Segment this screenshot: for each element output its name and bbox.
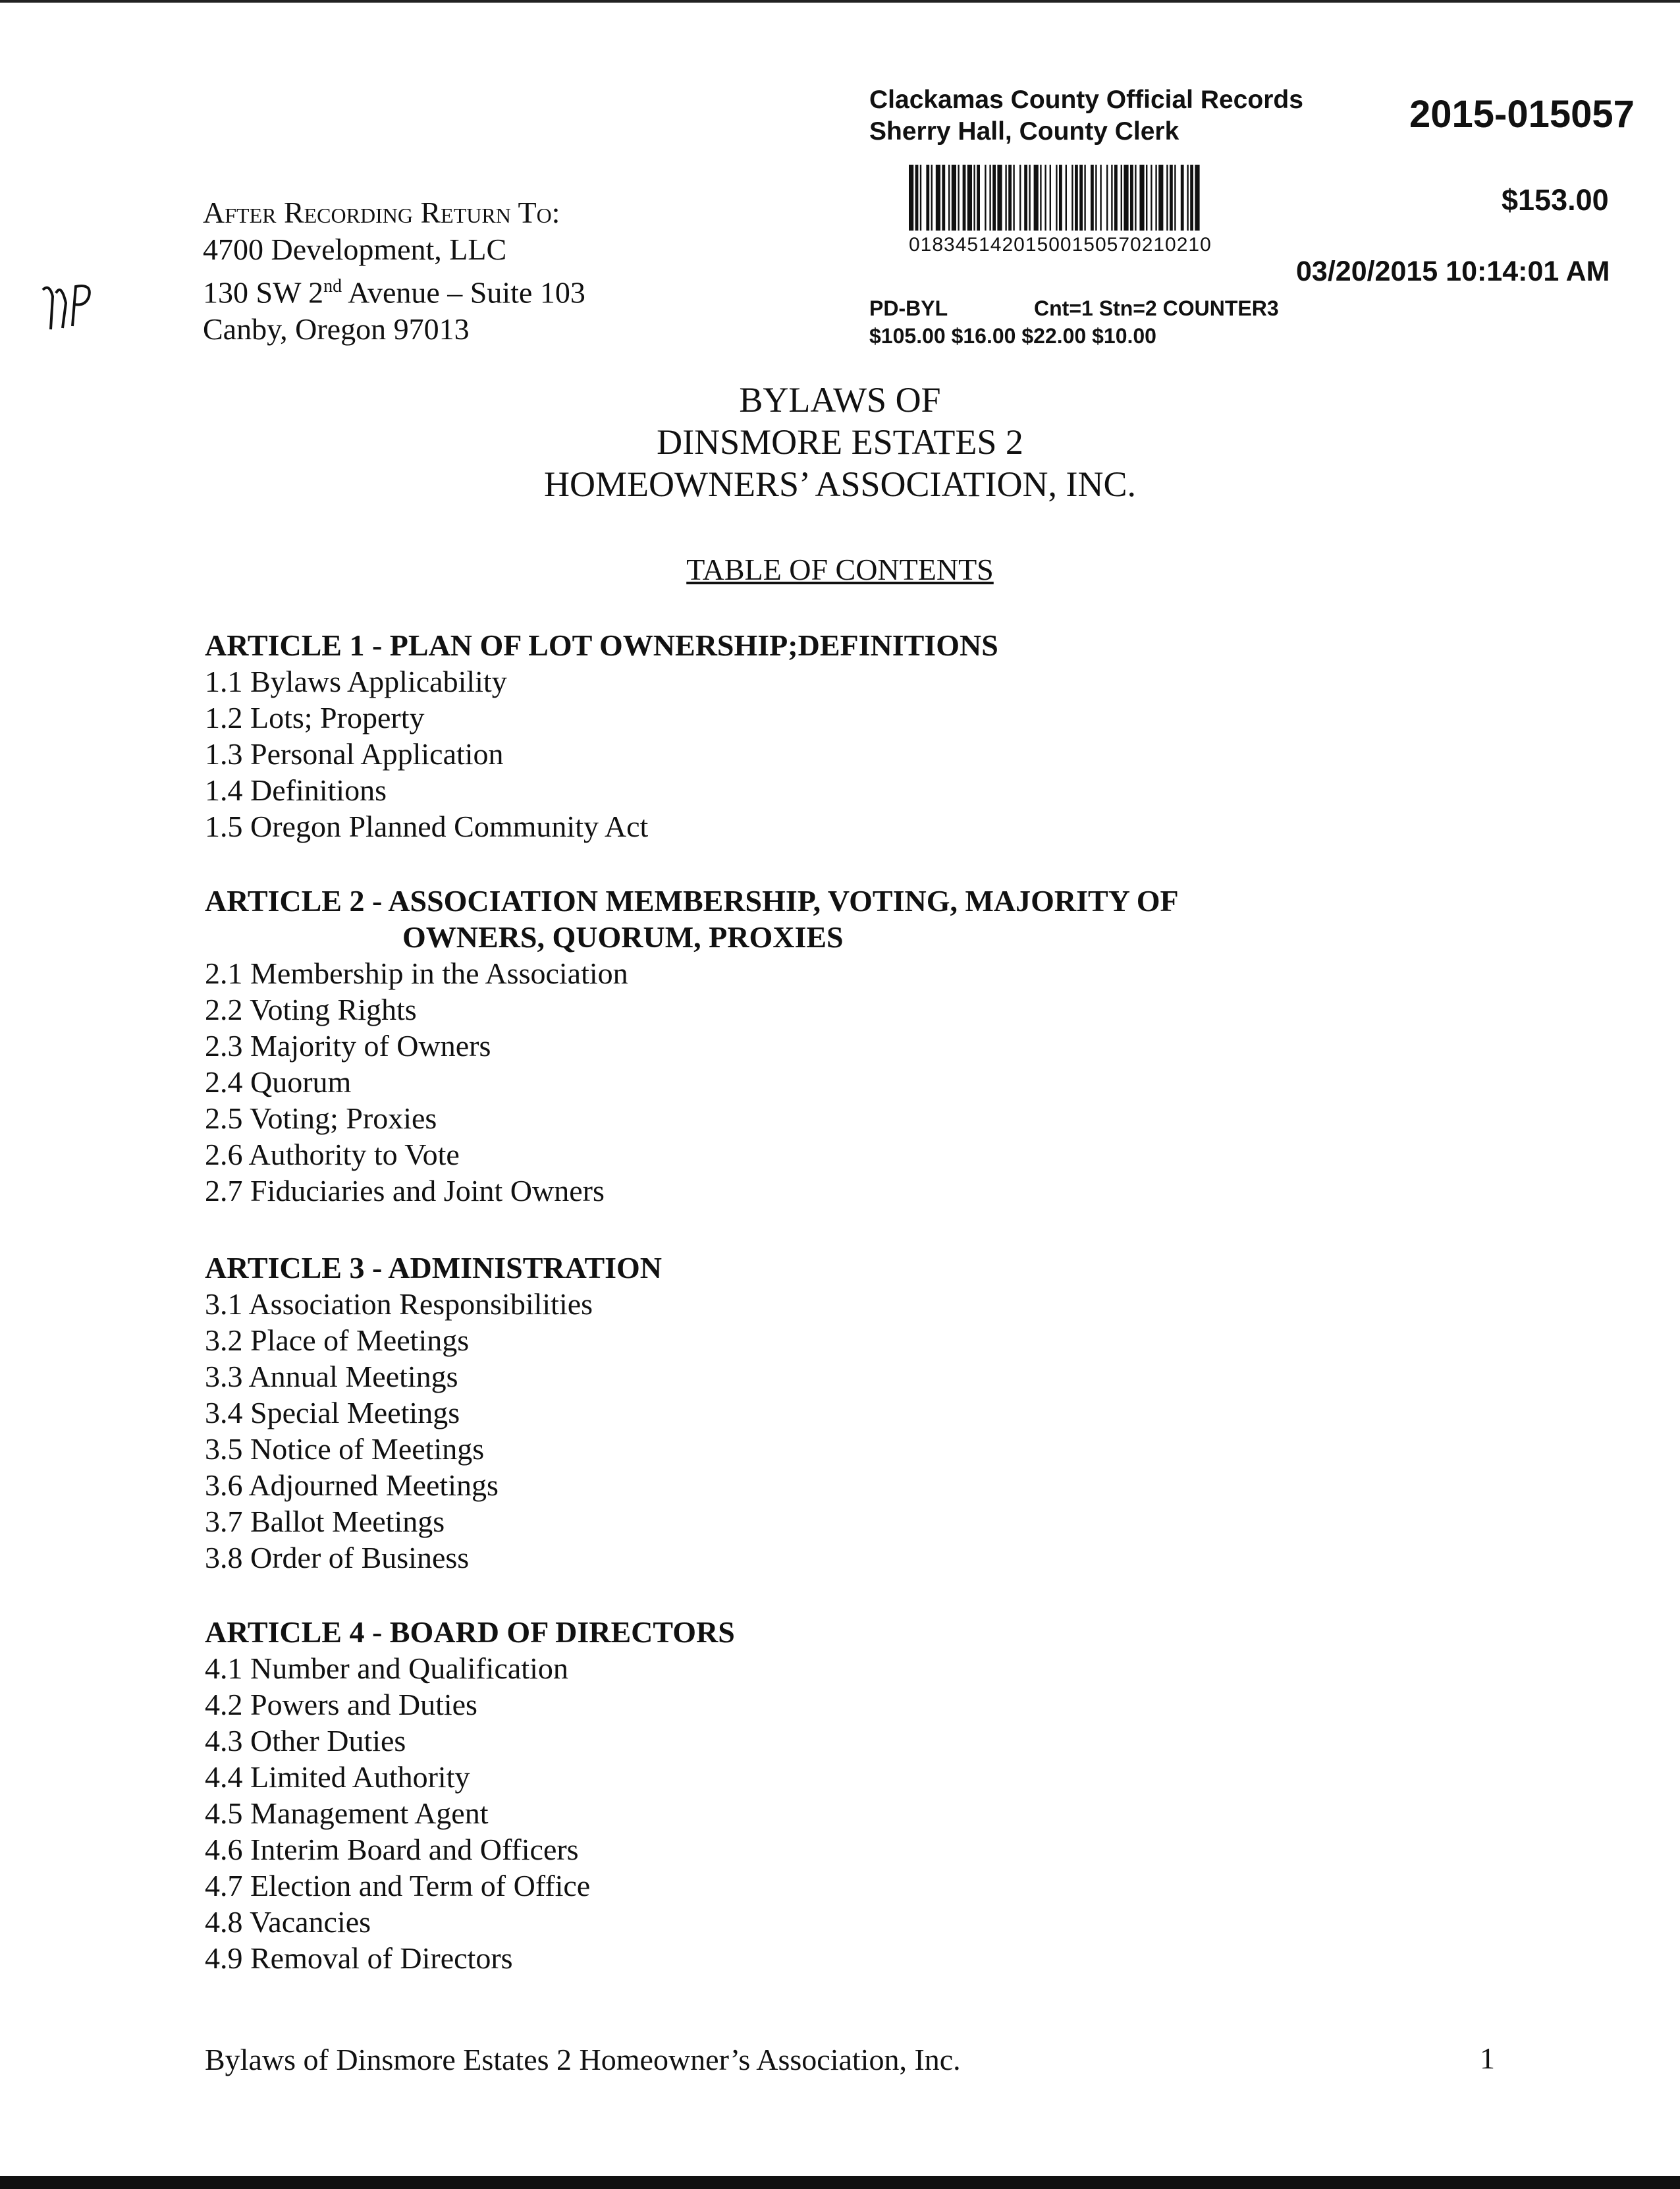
recording-timestamp: 03/20/2015 10:14:01 AM — [1296, 256, 1610, 287]
barcode-bar — [1166, 165, 1168, 231]
barcode-digits: 01834514201500150570210210 — [909, 234, 1212, 256]
barcode-bar — [1024, 165, 1027, 231]
article-4-title: ARTICLE 4 - BOARD OF DIRECTORS — [205, 1615, 735, 1649]
barcode-bar — [1106, 165, 1108, 231]
barcode-bar — [1084, 165, 1085, 231]
toc-item: 3.1 Association Responsibilities — [205, 1287, 593, 1321]
toc-item: 1.1 Bylaws Applicability — [205, 665, 507, 698]
barcode-bar — [1075, 165, 1078, 231]
barcode-bar — [1187, 165, 1188, 231]
toc-item: 2.4 Quorum — [205, 1065, 352, 1099]
barcode-bar — [1095, 165, 1097, 231]
barcode-bar — [1190, 165, 1193, 231]
barcode-bar — [1091, 165, 1094, 231]
page-footer: Bylaws of Dinsmore Estates 2 Homeowner’s Association, Inc. — [205, 2043, 961, 2076]
toc-item: 1.2 Lots; Property — [205, 701, 425, 734]
barcode-bar — [1181, 165, 1184, 231]
return-line-company: 4700 Development, LLC — [203, 233, 507, 266]
recording-stamp-header — [869, 84, 1303, 148]
page-number: 1 — [1480, 2041, 1495, 2075]
barcode-bar — [1066, 165, 1067, 231]
barcode-bar — [952, 165, 956, 231]
barcode-bar — [1174, 165, 1176, 231]
recording-fee-total: $153.00 — [1502, 183, 1609, 217]
barcode-bar — [1170, 165, 1173, 231]
article-2-title: ARTICLE 2 - ASSOCIATION MEMBERSHIP, VOTING, MAJORITY OF OWNERS, QUORUM, PROXIES — [205, 884, 1179, 954]
toc-item: 4.7 Election and Term of Office — [205, 1869, 591, 1902]
return-heading: After Recording Return To: — [203, 196, 560, 229]
scan-bottom-edge — [0, 2176, 1680, 2189]
recording-doc-type: PD-BYL — [869, 296, 948, 320]
barcode-bar — [1013, 165, 1014, 231]
toc-item: 1.5 Oregon Planned Community Act — [205, 810, 649, 843]
barcode-bar — [936, 165, 940, 231]
toc-item: 2.3 Majority of Owners — [205, 1029, 491, 1063]
barcode-bar — [1056, 165, 1057, 231]
document-title-line-1: BYLAWS OF — [739, 380, 941, 420]
toc-item: 4.2 Powers and Duties — [205, 1688, 477, 1721]
barcode-bar — [926, 165, 929, 231]
toc-item: 3.4 Special Meetings — [205, 1396, 460, 1429]
barcode-bar — [963, 165, 966, 231]
barcode-bar — [958, 165, 959, 231]
barcode-bar — [1146, 165, 1147, 231]
toc-item: 4.5 Management Agent — [205, 1796, 489, 1830]
toc-item: 2.6 Authority to Vote — [205, 1138, 460, 1171]
toc-item: 3.5 Notice of Meetings — [205, 1432, 485, 1466]
barcode-bar — [1155, 165, 1156, 231]
barcode-bar — [1059, 165, 1062, 231]
barcode-bar — [909, 165, 913, 231]
barcode-bar — [1135, 165, 1136, 231]
barcode-bar — [1195, 165, 1199, 231]
toc-item: 4.9 Removal of Directors — [205, 1941, 513, 1975]
barcode-bar — [1040, 165, 1041, 231]
toc-item: 2.7 Fiduciaries and Joint Owners — [205, 1174, 605, 1207]
barcode-bar — [1034, 165, 1039, 231]
barcode-bar — [989, 165, 990, 231]
toc-item: 1.4 Definitions — [205, 773, 387, 807]
toc-item: 2.2 Voting Rights — [205, 993, 417, 1026]
barcode-bar — [997, 165, 1002, 231]
barcode-bar — [931, 165, 933, 231]
barcode-bar — [1071, 165, 1073, 231]
toc-item: 3.2 Place of Meetings — [205, 1323, 470, 1357]
article-2-section — [205, 883, 1522, 1209]
barcode-bar — [920, 165, 921, 231]
toc-item: 3.6 Adjourned Meetings — [205, 1468, 499, 1502]
toc-item: 4.4 Limited Authority — [205, 1760, 470, 1794]
toc-item: 2.1 Membership in the Association — [205, 956, 628, 990]
barcode-bar — [1139, 165, 1144, 231]
barcode-bar — [1111, 165, 1112, 231]
barcode-bar — [1100, 165, 1101, 231]
barcode-bar — [942, 165, 945, 231]
recording-counter-info: Cnt=1 Stn=2 COUNTER3 — [1034, 296, 1279, 320]
article-4-section — [205, 1614, 1522, 1976]
toc-item: 1.3 Personal Application — [205, 737, 504, 771]
barcode-bar — [1029, 165, 1030, 231]
article-3-section — [205, 1250, 1522, 1576]
barcode-bar — [1019, 165, 1021, 231]
toc-item: 3.8 Order of Business — [205, 1541, 470, 1574]
barcode-bar — [1130, 165, 1133, 231]
barcode-bar — [967, 165, 972, 231]
barcode-bar — [977, 165, 980, 231]
barcode-image — [909, 165, 1419, 231]
handwritten-initials — [36, 277, 109, 336]
recording-fee-breakdown: $105.00 $16.00 $22.00 $10.00 — [869, 324, 1156, 348]
barcode-bar — [1151, 165, 1152, 231]
toc-item: 4.6 Interim Board and Officers — [205, 1833, 579, 1866]
barcode-bar — [1008, 165, 1012, 231]
return-line-street: 130 SW 2nd Avenue – Suite 103 — [203, 275, 585, 310]
barcode-bar — [992, 165, 996, 231]
article-1-section — [205, 627, 1522, 845]
barcode-bar — [985, 165, 986, 231]
toc-item: 3.3 Annual Meetings — [205, 1360, 458, 1393]
recording-document-number: 2015-015057 — [1409, 93, 1635, 136]
document-title-line-2: DINSMORE ESTATES 2 — [657, 422, 1023, 462]
toc-item: 4.3 Other Duties — [205, 1724, 406, 1758]
toc-item: 4.1 Number and Qualification — [205, 1651, 568, 1685]
barcode-bar — [1158, 165, 1163, 231]
toc-item: 2.5 Voting; Proxies — [205, 1101, 437, 1135]
barcode-bar — [1005, 165, 1006, 231]
recording-clerk: Sherry Hall, County Clerk — [869, 117, 1179, 146]
barcode-bar — [1050, 165, 1051, 231]
barcode-bar — [915, 165, 919, 231]
table-of-contents-heading: TABLE OF CONTENTS — [686, 553, 994, 586]
barcode-bar — [1044, 165, 1046, 231]
barcode-bar — [1124, 165, 1128, 231]
barcode-bar — [948, 165, 950, 231]
toc-item: 3.7 Ballot Meetings — [205, 1505, 445, 1538]
document-title-line-3: HOMEOWNERS’ ASSOCIATION, INC. — [543, 464, 1136, 504]
article-3-title: ARTICLE 3 - ADMINISTRATION — [205, 1251, 663, 1285]
barcode-bar — [1121, 165, 1122, 231]
recording-office: Clackamas County Official Records — [869, 86, 1303, 114]
scan-top-edge — [0, 0, 1680, 3]
return-line-city: Canby, Oregon 97013 — [203, 312, 470, 346]
barcode-bar — [1114, 165, 1118, 231]
barcode-bar — [1079, 165, 1083, 231]
article-1-title: ARTICLE 1 - PLAN OF LOT OWNERSHIP;DEFINITIONS — [205, 628, 998, 662]
barcode-bar — [973, 165, 975, 231]
return-address-block — [203, 194, 585, 348]
toc-item: 4.8 Vacancies — [205, 1905, 371, 1939]
